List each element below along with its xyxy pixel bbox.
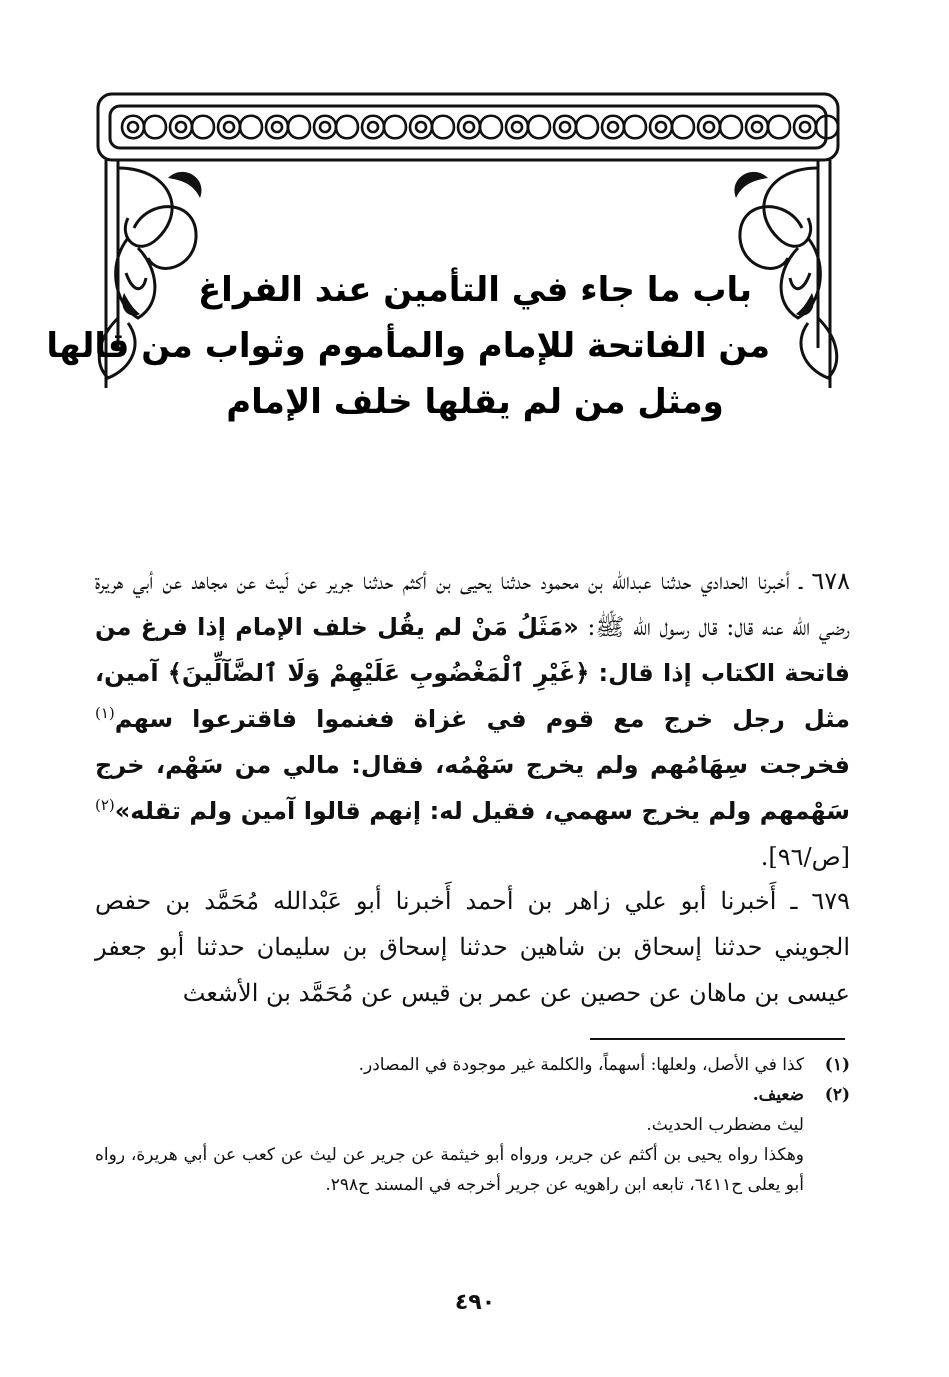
footnote-body — [95, 1050, 804, 1080]
knot-loop — [272, 122, 282, 132]
footnote-body — [95, 1080, 804, 1200]
hadith-678-paragraph — [95, 558, 850, 880]
hadith-679-paragraph — [95, 878, 850, 1016]
knot-loop — [656, 122, 666, 132]
knot-loop — [704, 122, 714, 132]
knot-loop — [320, 122, 330, 132]
knot-loop — [416, 122, 426, 132]
knot-loop — [608, 122, 618, 132]
knot-loop — [224, 122, 234, 132]
knot-loop — [464, 122, 474, 132]
footnote-ref-2: (٢) — [95, 796, 115, 814]
knot-loop — [368, 122, 378, 132]
chapter-title-line-2: من الفاتحة للإمام والمأموم وثواب من قالها — [46, 326, 770, 366]
footnote-1 — [95, 1050, 850, 1080]
page-number: ٤٩٠ — [454, 1290, 496, 1315]
footnotes-section — [95, 1050, 850, 1200]
knot-loop — [128, 122, 138, 132]
footnote-text: ليث مضطرب الحديث. — [646, 1115, 804, 1135]
hadith-678-isnad: ٦٧٨ ـ أخبرنا الحدادي حدثنا عبدالله بن محمود حدثنا يحيى بن أكثم حدثنا جرير عن لَيث عن مجاهد عن أبي هريرة رضي الله عنه قال: قال رسول الله ﷺ: — [95, 567, 850, 641]
chapter-title — [46, 262, 770, 430]
hadith-678-page-ref: [ص/٩٦]. — [760, 843, 850, 871]
knot-loop — [560, 122, 570, 132]
footnote-text: وهكذا رواه يحيى بن أكثم عن جرير، ورواه أبو خيثمة عن جرير عن ليث عن كعب عن أبي هريرة، رواه أبو يعلى ح٦٤١١، تابعه ابن راهويه عن جرير أخرجه في المسند ح٢٩٨. — [95, 1145, 804, 1195]
knot-loop — [800, 122, 810, 132]
knot-loop — [752, 122, 762, 132]
hadith-678-matn-part-1: «مَثَلُ مَنْ لم يقُل خلف الإمام إذا فرغ من فاتحة الكتاب إذا قال: ﴿غَيْرِ ٱلْمَغْضُوبِ عَلَيْهِمْ وَلَا ٱلضَّآلِّينَ﴾ آمين، مثل رجل خرج مع قوم في غزاة فغنموا فاقترعوا سهم — [95, 613, 850, 733]
footnote-text: كذا في الأصل، ولعلها: أسهماً، والكلمة غير موجودة في المصادر. — [358, 1055, 804, 1075]
hadith-678-matn-part-2: فخرجت سِهَامُهم ولم يخرج سَهْمُه، فقال: مالي من سَهْم، خرج سَهْمهم ولم يخرج سهمي، فقيل له: إنهم قالوا آمين ولم تقله» — [95, 751, 850, 825]
chapter-title-line-3: ومثل من لم يقلها خلف الإمام — [226, 382, 724, 422]
footnote-number: (٢) — [824, 1085, 850, 1105]
hadith-679-text: ٦٧٩ ـ أَخبرنا أبو علي زاهر بن أحمد أَخبرنا أبو عَبْدالله مُحَمَّد بن حفص الجويني حدثنا إسحاق بن شاهين حدثنا إسحاق بن سليمان حدثنا أبو جعفر عيسى بن ماهان عن حصين عن عمر بن قيس عن مُحَمَّد بن الأشعث — [95, 887, 850, 1007]
chapter-title-line-1: باب ما جاء في التأمين عند الفراغ — [197, 270, 753, 310]
footnote-ref-1: (١) — [95, 704, 115, 722]
footnote-2 — [95, 1080, 850, 1200]
footnote-grading: ضعيف. — [752, 1085, 804, 1105]
knot-loop — [176, 122, 186, 132]
footnote-number: (١) — [824, 1055, 850, 1075]
footnote-separator — [590, 1038, 845, 1040]
knot-loop — [512, 122, 522, 132]
